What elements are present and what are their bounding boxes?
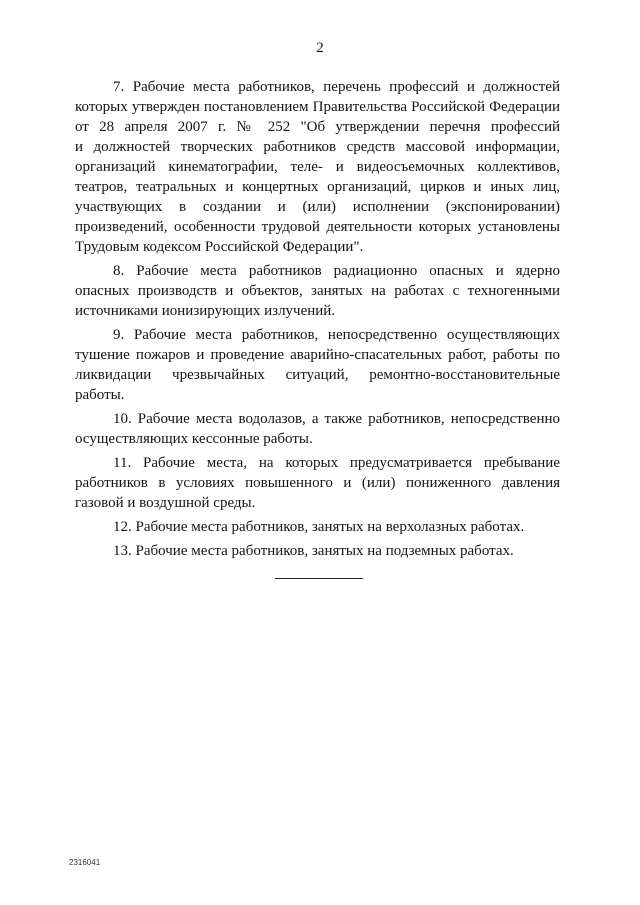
text-line: которых утвержден постановлением Правительства Российской Федерации: [75, 99, 560, 115]
text-line: 13. Рабочие места работников, занятых на подземных работах.: [113, 543, 514, 559]
text-line: работников в условиях повышенного и (или) пониженного давления: [75, 475, 560, 491]
text-line: 10. Рабочие места водолазов, а также работников, непосредственно: [113, 411, 560, 427]
paragraph-8: [75, 261, 560, 321]
paragraph-7: [75, 77, 560, 257]
text-line: осуществляющих кессонные работы.: [75, 431, 313, 447]
text-line: организаций кинематографии, теле- и видеосъемочных коллективов,: [75, 159, 560, 175]
text-line: 7. Рабочие места работников, перечень профессий и должностей: [113, 79, 560, 95]
paragraph-12: [75, 517, 560, 537]
text-line: 11. Рабочие места, на которых предусматривается пребывание: [113, 455, 560, 471]
document-body: [75, 77, 560, 565]
text-line: театров, театральных и концертных организаций, цирков и иных лиц,: [75, 179, 560, 195]
text-line: опасных производств и объектов, занятых на работах с техногенными: [75, 283, 560, 299]
paragraph-11: [75, 453, 560, 513]
text-line: ликвидации чрезвычайных ситуаций, ремонтно-восстановительные: [75, 367, 560, 383]
text-line: 12. Рабочие места работников, занятых на верхолазных работах.: [113, 519, 525, 535]
end-divider: [275, 578, 363, 579]
text-line: участвующих в создании и (или) исполнении (экспонировании): [75, 199, 560, 215]
page-number: 2: [316, 40, 324, 56]
text-line: тушение пожаров и проведение аварийно-спасательных работ, работы по: [75, 347, 560, 363]
paragraph-9: [75, 325, 560, 405]
text-line: работы.: [75, 387, 125, 403]
text-line: произведений, особенности трудовой деятельности которых установлены: [75, 219, 560, 235]
text-line: газовой и воздушной среды.: [75, 495, 256, 511]
text-line: источниками ионизирующих излучений.: [75, 303, 336, 319]
text-line: от 28 апреля 2007 г. № 252 "Об утверждении перечня профессий: [75, 119, 560, 135]
paragraph-10: [75, 409, 560, 449]
paragraph-13: [75, 541, 560, 561]
text-line: Трудовым кодексом Российской Федерации".: [75, 239, 364, 255]
text-line: 8. Рабочие места работников радиационно опасных и ядерно: [113, 263, 560, 279]
text-line: 9. Рабочие места работников, непосредственно осуществляющих: [113, 327, 560, 343]
document-code: 2316041: [69, 858, 101, 867]
text-line: и должностей творческих работников средств массовой информации,: [75, 139, 560, 155]
